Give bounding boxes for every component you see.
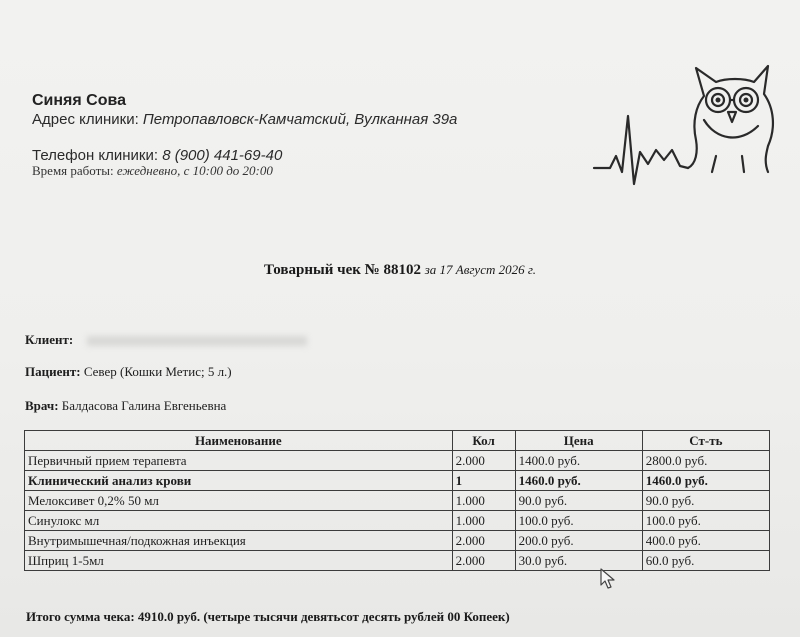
client-label: Клиент: [25, 332, 74, 347]
row-qty: 1 [452, 471, 515, 491]
row-sum: 100.0 руб. [642, 511, 769, 531]
row-sum: 60.0 руб. [642, 551, 769, 571]
client-redacted-value [87, 336, 307, 346]
header-name: Наименование [25, 431, 453, 451]
row-qty: 2.000 [452, 451, 515, 471]
table-row [25, 511, 770, 531]
row-qty: 1.000 [452, 491, 515, 511]
row-price: 1400.0 руб. [515, 451, 642, 471]
table-row [25, 531, 770, 551]
row-name: Мелоксивет 0,2% 50 мл [25, 491, 453, 511]
row-price: 90.0 руб. [515, 491, 642, 511]
row-qty: 2.000 [452, 531, 515, 551]
clinic-phone-label: Телефон клиники: [32, 147, 159, 164]
row-qty: 2.000 [452, 551, 515, 571]
items-table [24, 430, 770, 571]
table-row [25, 491, 770, 511]
owl-heartbeat-logo-icon [592, 60, 782, 190]
row-sum: 90.0 руб. [642, 491, 769, 511]
row-price: 30.0 руб. [515, 551, 642, 571]
row-name: Первичный прием терапевта [25, 451, 453, 471]
table-row [25, 451, 770, 471]
clinic-address-label: Адрес клиники: [32, 111, 139, 128]
row-name: Клинический анализ крови [25, 471, 453, 491]
doctor-value: Балдасова Галина Евгеньевна [61, 398, 227, 413]
row-sum: 2800.0 руб. [642, 451, 769, 471]
clinic-hours [32, 163, 273, 179]
patient-value: Север (Кошки Метис; 5 л.) [83, 364, 232, 379]
doctor-label: Врач: [25, 398, 59, 413]
row-sum: 400.0 руб. [642, 531, 769, 551]
receipt-number: Товарный чек № 88102 [263, 262, 421, 278]
row-name: Синулокс мл [25, 511, 453, 531]
receipt-date: за 17 Август 2026 г. [424, 262, 537, 277]
header-sum: Ст-ть [642, 431, 769, 451]
table-row [25, 471, 770, 491]
clinic-hours-label: Время работы: [32, 163, 114, 178]
client-field [25, 332, 307, 348]
row-price: 1460.0 руб. [515, 471, 642, 491]
row-price: 100.0 руб. [515, 511, 642, 531]
clinic-phone-value: 8 (900) 441-69-40 [162, 147, 283, 164]
receipt-total: Итого сумма чека: 4910.0 руб. (четыре тысячи девятьсот десять рублей 00 Копеек) [26, 609, 510, 624]
row-name: Шприц 1-5мл [25, 551, 453, 571]
row-price: 200.0 руб. [515, 531, 642, 551]
mouse-pointer-icon [600, 568, 616, 590]
row-name: Внутримышечная/подкожная инъекция [25, 531, 453, 551]
patient-field [25, 364, 232, 380]
doctor-field [25, 398, 226, 414]
row-sum: 1460.0 руб. [642, 471, 769, 491]
receipt-title [0, 262, 800, 279]
table-row [25, 551, 770, 571]
header-price: Цена [515, 431, 642, 451]
clinic-name: Синяя Сова [32, 92, 127, 109]
clinic-address-value: Петропавловск-Камчатский, Вулканная 39а [142, 111, 458, 128]
header-qty: Кол [452, 431, 515, 451]
clinic-address [32, 110, 492, 129]
patient-label: Пациент: [25, 364, 81, 379]
table-header-row [25, 431, 770, 451]
clinic-hours-value: ежедневно, с 10:00 до 20:00 [116, 163, 273, 178]
row-qty: 1.000 [452, 511, 515, 531]
